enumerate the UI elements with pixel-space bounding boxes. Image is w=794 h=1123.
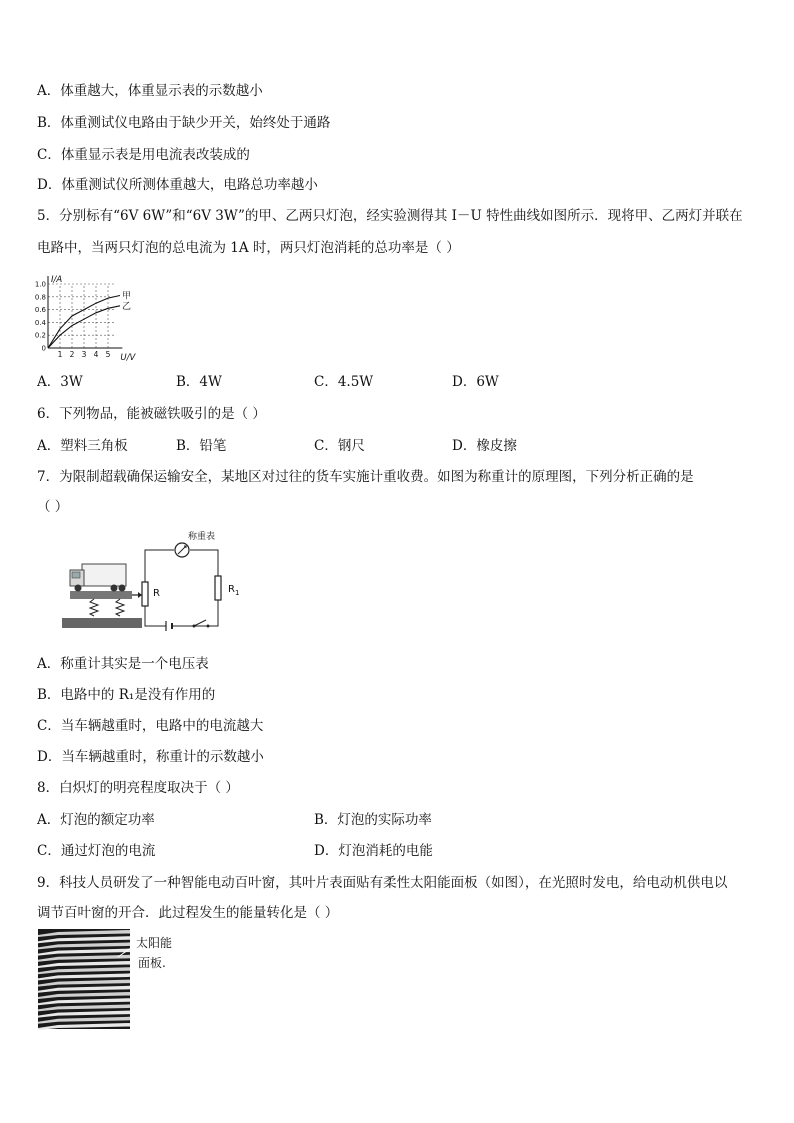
spring-right (116, 599, 124, 616)
q6-option-c: C．钢尺 (314, 438, 365, 454)
rheostat-r (142, 582, 148, 606)
y-tick-label: 0.8 (34, 293, 46, 302)
series-label-2: 乙 (122, 301, 132, 312)
q9-stem-line1: 9．科技人员研发了一种智能电动百叶窗，其叶片表面贴有柔性太阳能面板（如图），在光照时发电，给电动机供电以 (37, 875, 728, 891)
x-tick-label: 2 (69, 350, 75, 359)
q6-option-a: A．塑料三角板 (37, 438, 128, 454)
x-tick-label: 1 (57, 350, 63, 359)
y-tick-label: 0.2 (34, 331, 46, 340)
q7-option-a: A．称重计其实是一个电压表 (37, 656, 209, 672)
q5-stem-line1: 5．分别标有“6V 6W”和“6V 3W”的甲、乙两只灯泡，经实验测得其 I－U 特性曲线如图所示．现将甲、乙两灯并联在 (37, 208, 743, 224)
y-tick-label: 1.0 (34, 280, 46, 289)
r1-label: $R_1$ (228, 584, 240, 597)
q6-option-d: D．橡皮擦 (452, 438, 517, 454)
q7-stem-line2: （ ） (37, 499, 69, 515)
q8-option-d: D．灯泡消耗的电能 (314, 843, 433, 859)
q4-option-d: D．体重测试仪所测体重越大，电路总功率越小 (37, 177, 318, 193)
x-axis-label: U/V (120, 353, 136, 363)
q6-option-b: B．铅笔 (176, 438, 227, 454)
q4-option-b: B．体重测试仪电路由于缺少开关，始终处于通路 (37, 115, 331, 131)
solar-panel-label-1: 太阳能 (136, 936, 173, 950)
x-tick-label: 5 (105, 350, 111, 359)
truck-icon (70, 564, 126, 592)
q5-option-a: A．3W (37, 374, 83, 390)
y-tick-label: 0 (41, 344, 46, 353)
battery-icon (166, 621, 172, 631)
y-tick-label: 0.4 (34, 318, 46, 327)
q7-stem-line1: 7．为限制超载确保运输安全，某地区对过往的货车实施计重收费。如图为称重计的原理图，下列分析正确的是 (37, 469, 694, 485)
y-axis-label: I/A (51, 275, 63, 285)
q7-option-c: C．当车辆越重时，电路中的电流越大 (37, 718, 264, 734)
q5-option-c: C．4.5W (314, 374, 374, 390)
rheostat-label: R (153, 588, 160, 599)
solar-panel-label-2: 面板. (138, 956, 166, 970)
q5-stem-line2: 电路中，当两只灯泡的总电流为 1A 时，两只灯泡消耗的总功率是（ ） (37, 240, 460, 256)
x-tick-label: 4 (93, 350, 99, 359)
resistor-r1 (215, 576, 221, 600)
q4-option-a: A．体重越大，体重显示表的示数越小 (37, 83, 263, 99)
ground-base (62, 618, 142, 628)
weighing-circuit-figure (58, 526, 258, 636)
weighing-meter-label: 称重表 (188, 532, 216, 542)
q5-option-d: D．6W (452, 374, 499, 390)
iu-chart (30, 264, 160, 368)
q6-stem: 6．下列物品，能被磁铁吸引的是（ ） (37, 406, 266, 422)
q4-option-c: C．体重显示表是用电流表改装成的 (37, 147, 250, 163)
x-tick-label: 3 (81, 350, 87, 359)
q5-option-b: B．4W (176, 374, 222, 390)
q8-option-b: B．灯泡的实际功率 (314, 812, 432, 828)
q8-option-c: C．通过灯泡的电流 (37, 843, 156, 859)
weighing-platform (70, 591, 132, 599)
q9-stem-line2: 调节百叶窗的开合．此过程发生的能量转化是（ ） (37, 905, 339, 921)
q7-option-b: B．电路中的 R₁是没有作用的 (37, 687, 216, 703)
q8-option-a: A．灯泡的额定功率 (37, 812, 155, 828)
q7-option-d: D．当车辆越重时，称重计的示数越小 (37, 749, 264, 765)
y-tick-label: 0.6 (34, 306, 46, 315)
series-label-1: 甲 (122, 291, 132, 302)
q8-stem: 8．白炽灯的明亮程度取决于（ ） (37, 780, 239, 796)
solar-blinds-photo (38, 929, 173, 1029)
spring-left (90, 599, 98, 616)
